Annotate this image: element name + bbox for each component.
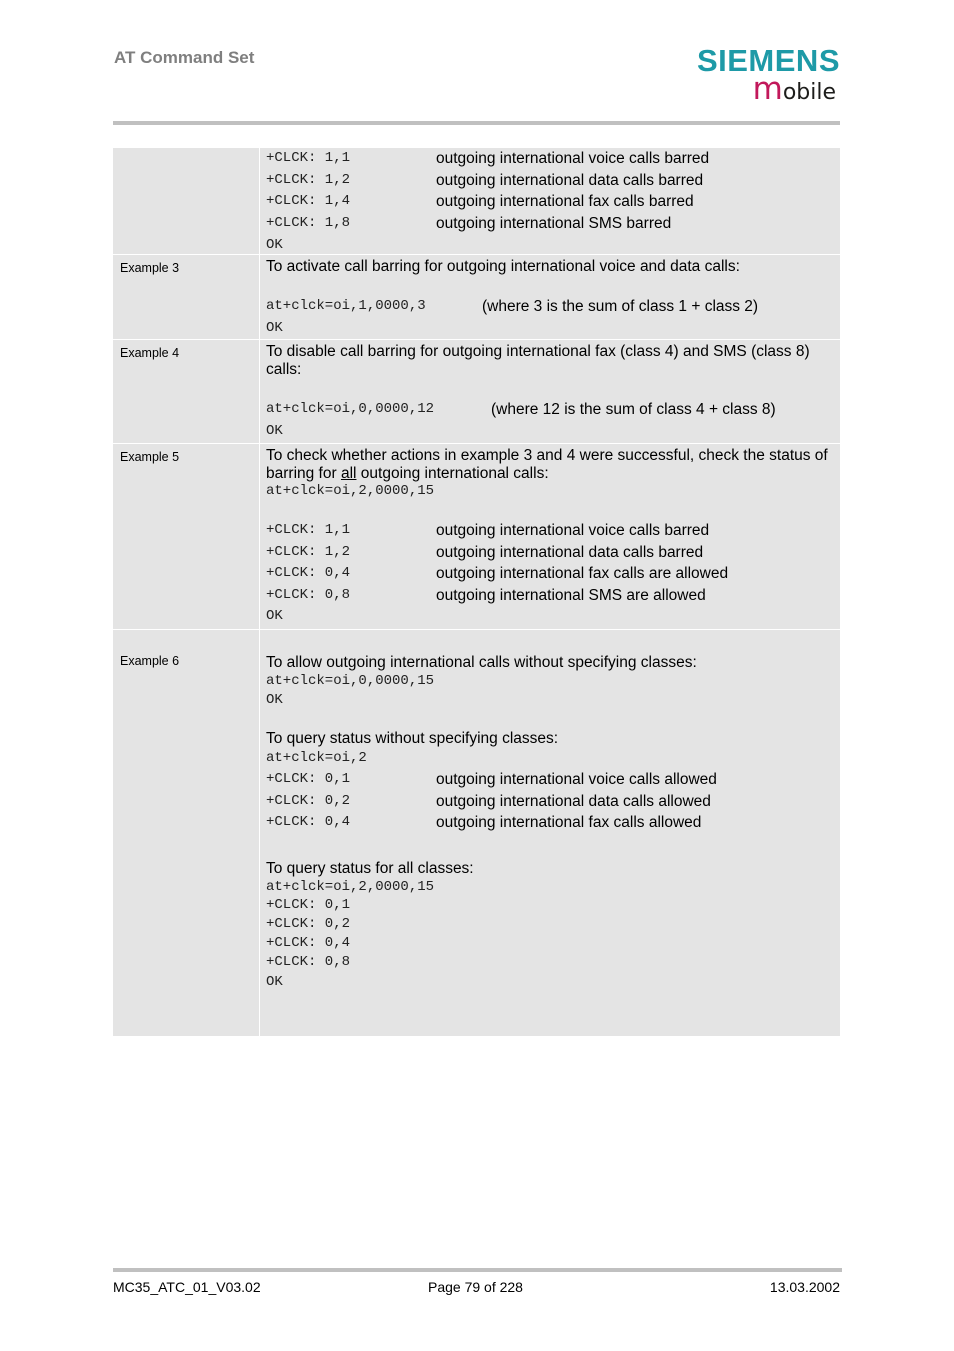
examples-table [113, 148, 840, 1036]
response-line: +CLCK: 1,4 outgoing international fax calls barred [266, 193, 694, 211]
example-intro: To check whether actions in example 3 and 4 were successful, check the status of barring for all outgoing international calls: [266, 447, 828, 482]
ok-response: OK [266, 692, 283, 708]
example-intro: To activate call barring for outgoing international voice and data calls: [266, 258, 740, 275]
response-line: +CLCK: 1,2 outgoing international data calls barred [266, 171, 704, 189]
response-line: +CLCK: 0,4 outgoing international fax calls are allowed [266, 565, 729, 583]
row-content [260, 255, 840, 339]
logo-brand: SIEMENS [696, 43, 840, 78]
response-line: +CLCK: 0,8 outgoing international SMS are allowed [266, 587, 706, 605]
response-line: +CLCK: 1,2 outgoing international data calls barred [266, 543, 704, 561]
header-rule [113, 121, 840, 125]
row-content [260, 630, 840, 1036]
example-label: Example 4 [113, 340, 260, 443]
example-intro: To query status without specifying classes: [266, 730, 559, 747]
ok-response: OK [266, 607, 283, 624]
table-row [113, 254, 840, 339]
command-line: at+clck=oi,0,0000,12 (where 12 is the sum of class 4 + class 8) [266, 401, 776, 418]
command-line: at+clck=oi,2,0000,15 [266, 879, 435, 896]
response-line: +CLCK: 0,2 [266, 916, 351, 933]
response-line: +CLCK: 0,4 [266, 935, 351, 952]
command-line: at+clck=oi,2,0000,15 [266, 483, 435, 499]
example-label: Example 5 [113, 444, 260, 629]
footer-date: 13.03.2002 [769, 1279, 840, 1295]
footer-rule [113, 1268, 842, 1272]
row-label [113, 148, 260, 254]
row-content [260, 444, 840, 629]
response-line: +CLCK: 0,4 outgoing international fax calls allowed [266, 814, 702, 832]
response-line: +CLCK: 0,2 outgoing international data calls allowed [266, 792, 711, 810]
response-line: +CLCK: 0,1 [266, 897, 351, 914]
example-label: Example 6 [113, 630, 260, 1036]
ok-response: OK [266, 974, 283, 991]
response-line: +CLCK: 1,8 outgoing international SMS barred [266, 215, 672, 233]
response-line: +CLCK: 0,1 outgoing international voice calls allowed [266, 771, 717, 788]
footer-page-number: Page 79 of 228 [428, 1279, 523, 1295]
example-label: Example 3 [113, 255, 260, 339]
example-intro: To query status for all classes: [266, 860, 474, 878]
siemens-mobile-logo [690, 43, 840, 107]
ok-response: OK [266, 236, 283, 253]
ok-response: OK [266, 319, 283, 336]
ok-response: OK [266, 422, 283, 439]
example-intro: To allow outgoing international calls without specifying classes: [266, 654, 697, 671]
response-line: +CLCK: 1,1 outgoing international voice calls barred [266, 150, 710, 167]
command-line: at+clck=oi,1,0000,3 (where 3 is the sum of class 1 + class 2) [266, 298, 759, 315]
response-line: +CLCK: 1,1 outgoing international voice calls barred [266, 522, 710, 539]
document-title: AT Command Set [114, 48, 255, 67]
logo-subbrand: mobile [752, 71, 836, 107]
example-intro: To disable call barring for outgoing international fax (class 4) and SMS (class 8) calls: [266, 343, 810, 378]
table-row [113, 148, 840, 254]
row-content [260, 340, 840, 443]
table-row [113, 339, 840, 443]
table-row [113, 443, 840, 629]
command-line: at+clck=oi,0,0000,15 [266, 673, 435, 689]
table-row [113, 629, 840, 1036]
row-content [260, 148, 840, 254]
command-line: at+clck=oi,2 [266, 750, 367, 766]
footer-doc-id: MC35_ATC_01_V03.02 [113, 1279, 261, 1295]
response-line: +CLCK: 0,8 [266, 954, 351, 971]
